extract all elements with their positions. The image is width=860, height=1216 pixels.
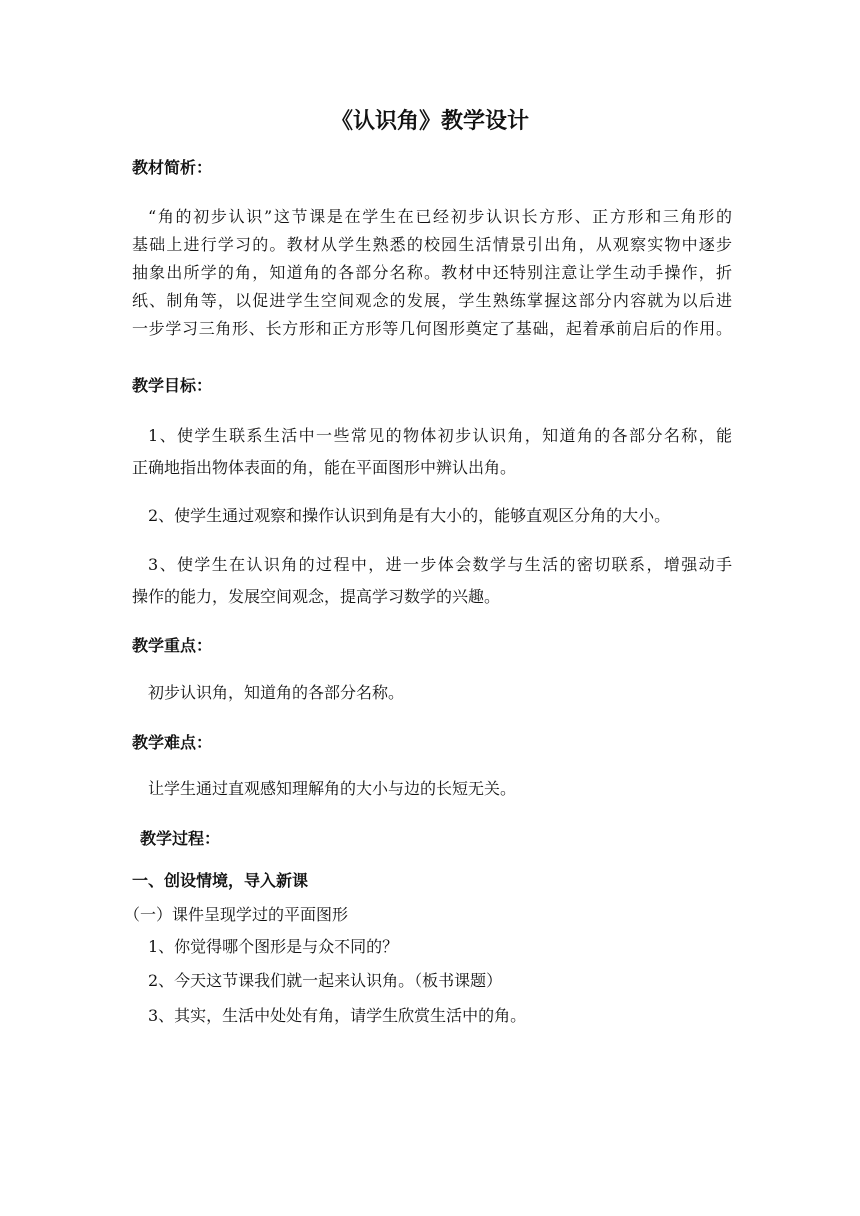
heading-process: 教学过程：	[140, 829, 221, 848]
analysis-paragraph	[132, 203, 732, 343]
heading-key-point: 教学重点：	[132, 636, 213, 655]
objective-2: 2、使学生通过观察和操作认识到角是有大小的，能够直观区分角的大小。	[148, 506, 671, 525]
objective-1	[132, 420, 732, 484]
key-point-text: 初步认识角，知道角的各部分名称。	[148, 683, 405, 702]
heading-objectives: 教学目标：	[132, 376, 213, 395]
step-item: 3、其实，生活中处处有角，请学生欣赏生活中的角。	[148, 1006, 527, 1025]
difficulty-text: 让学生通过直观感知理解角的大小与边的长短无关。	[148, 779, 517, 798]
paragraph-line: 纸、制角等，以促进学生空间观念的发展，学生熟练掌握这部分内容就为以后进	[132, 291, 732, 310]
paragraph-line: 一步学习三角形、长方形和正方形等几何图形奠定了基础，起着承前启后的作用。	[132, 319, 732, 338]
objective-3	[132, 549, 732, 613]
paragraph-line: 操作的能力，发展空间观念，提高学习数学的兴趣。	[132, 587, 501, 606]
paragraph-line: 3、使学生在认识角的过程中，进一步体会数学与生活的密切联系，增强动手	[148, 555, 732, 574]
paragraph-line: “角的初步认识”这节课是在学生在已经初步认识长方形、正方形和三角形的	[148, 207, 732, 226]
section-heading-1: 一、创设情境，导入新课	[132, 871, 309, 890]
heading-difficulty: 教学难点：	[132, 733, 213, 752]
paragraph-line: 1、使学生联系生活中一些常见的物体初步认识角，知道角的各部分名称，能	[148, 426, 732, 445]
paragraph-line: 抽象出所学的角，知道角的各部分名称。教材中还特别注意让学生动手操作，折	[132, 263, 732, 282]
document-title: 《认识角》教学设计	[330, 109, 529, 134]
subsection-heading-1: （一）课件呈现学过的平面图形	[124, 905, 349, 924]
step-item: 2、今天这节课我们就一起来认识角。（板书课题）	[148, 971, 503, 990]
step-item: 1、你觉得哪个图形是与众不同的？	[148, 937, 399, 956]
heading-analysis: 教材简析：	[132, 158, 213, 177]
paragraph-line: 基础上进行学习的。教材从学生熟悉的校园生活情景引出角，从观察实物中逐步	[132, 235, 732, 254]
paragraph-line: 正确地指出物体表面的角，能在平面图形中辨认出角。	[132, 458, 517, 477]
